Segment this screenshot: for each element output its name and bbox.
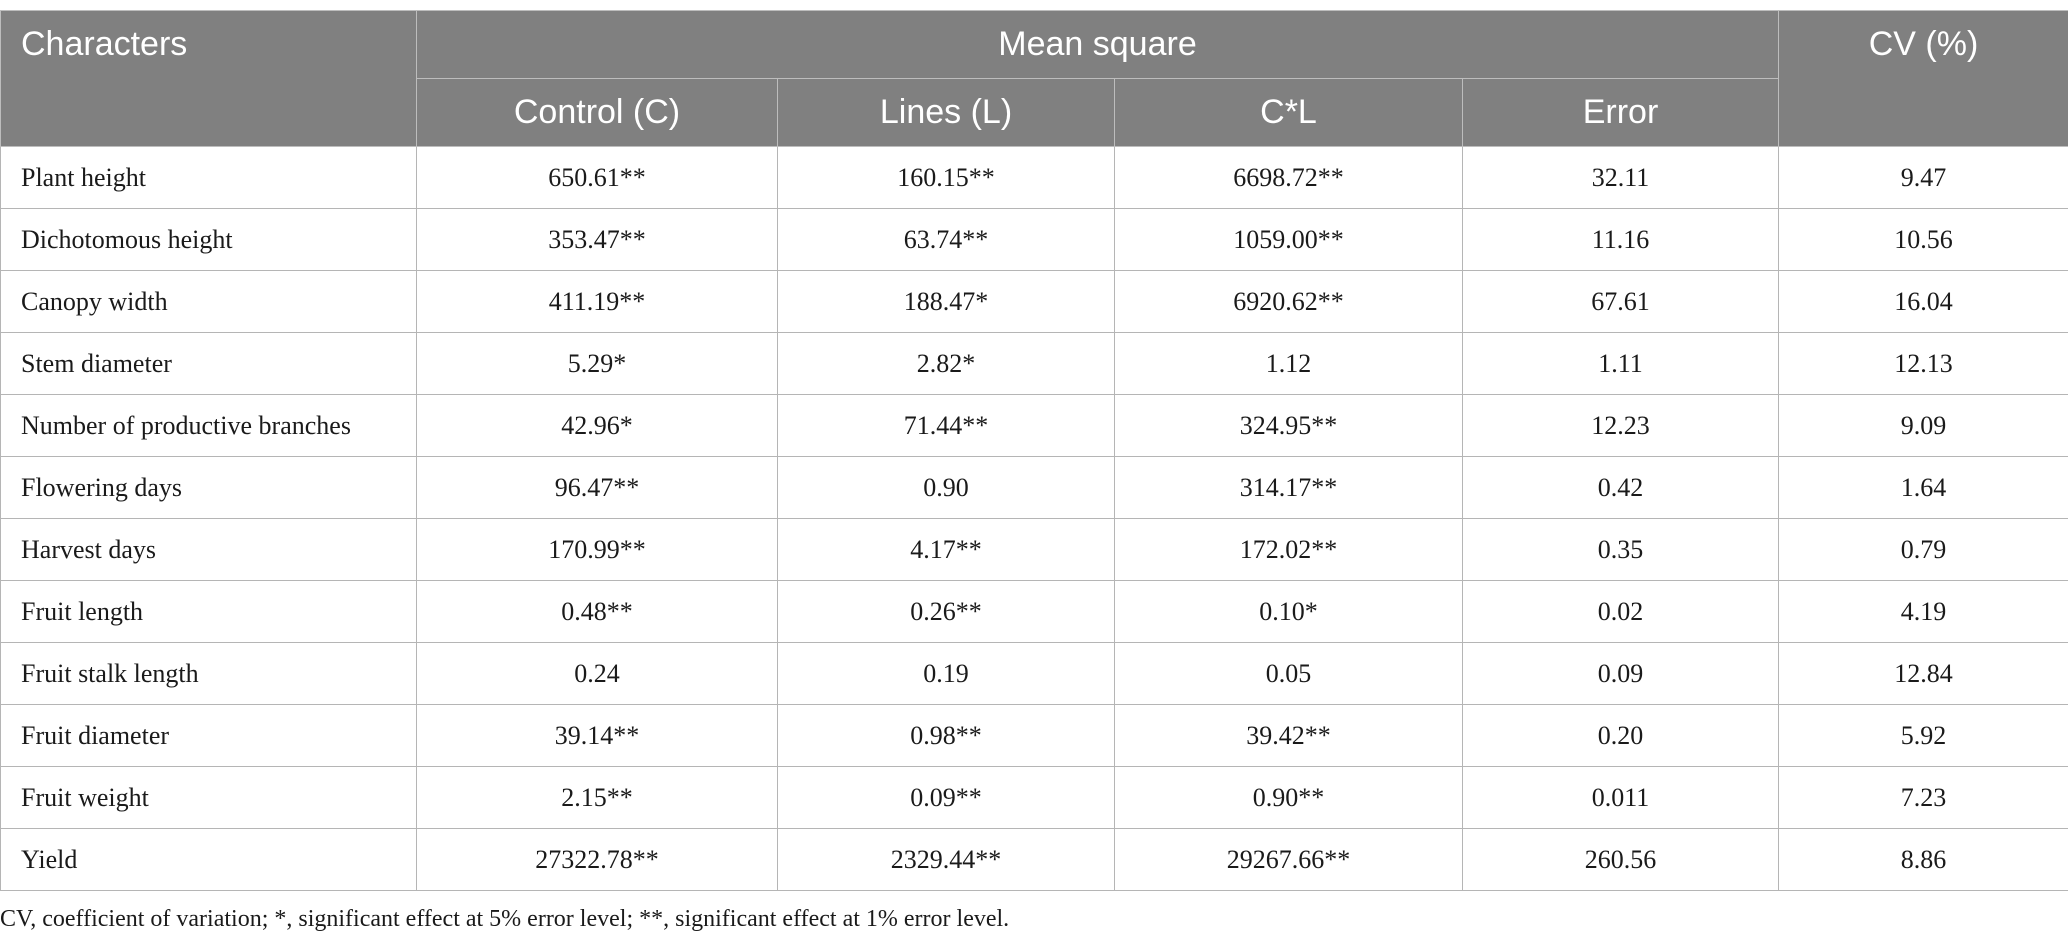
cell-cv: 8.86 — [1779, 829, 2068, 891]
row-label: Fruit diameter — [1, 705, 417, 767]
table-row — [1, 271, 2068, 333]
header-cv: CV (%) — [1779, 11, 2068, 147]
anova-table-container — [0, 10, 2068, 891]
cell-interaction: 324.95** — [1115, 395, 1463, 457]
row-label: Canopy width — [1, 271, 417, 333]
cell-control: 411.19** — [417, 271, 778, 333]
cell-error: 12.23 — [1463, 395, 1779, 457]
cell-interaction: 39.42** — [1115, 705, 1463, 767]
cell-lines: 188.47* — [778, 271, 1115, 333]
table-row — [1, 457, 2068, 519]
cell-control: 5.29* — [417, 333, 778, 395]
row-label: Fruit stalk length — [1, 643, 417, 705]
row-label: Fruit length — [1, 581, 417, 643]
header-control: Control (C) — [417, 79, 778, 147]
table-row — [1, 333, 2068, 395]
cell-interaction: 6698.72** — [1115, 147, 1463, 209]
table-row — [1, 209, 2068, 271]
header-characters: Characters — [1, 11, 417, 147]
cell-error: 0.20 — [1463, 705, 1779, 767]
row-label: Dichotomous height — [1, 209, 417, 271]
cell-cv: 9.09 — [1779, 395, 2068, 457]
cell-error: 0.09 — [1463, 643, 1779, 705]
cell-cv: 1.64 — [1779, 457, 2068, 519]
cell-interaction: 314.17** — [1115, 457, 1463, 519]
cell-control: 2.15** — [417, 767, 778, 829]
cell-lines: 0.19 — [778, 643, 1115, 705]
header-mean-square: Mean square — [417, 11, 1779, 79]
table-row — [1, 519, 2068, 581]
cell-error: 260.56 — [1463, 829, 1779, 891]
cell-control: 96.47** — [417, 457, 778, 519]
cell-control: 27322.78** — [417, 829, 778, 891]
cell-cv: 5.92 — [1779, 705, 2068, 767]
cell-control: 170.99** — [417, 519, 778, 581]
anova-table — [0, 10, 2068, 891]
cell-control: 0.48** — [417, 581, 778, 643]
table-row — [1, 767, 2068, 829]
cell-interaction: 172.02** — [1115, 519, 1463, 581]
table-body — [1, 147, 2068, 891]
cell-control: 353.47** — [417, 209, 778, 271]
table-row — [1, 395, 2068, 457]
header-error: Error — [1463, 79, 1779, 147]
cell-error: 11.16 — [1463, 209, 1779, 271]
table-footnote: CV, coefficient of variation; *, significant effect at 5% error level; **, significant effect at 1% error level. — [0, 906, 1010, 932]
cell-cv: 7.23 — [1779, 767, 2068, 829]
table-header — [1, 11, 2068, 147]
cell-error: 0.02 — [1463, 581, 1779, 643]
row-label: Stem diameter — [1, 333, 417, 395]
cell-cv: 4.19 — [1779, 581, 2068, 643]
cell-lines: 0.90 — [778, 457, 1115, 519]
cell-lines: 4.17** — [778, 519, 1115, 581]
cell-interaction: 6920.62** — [1115, 271, 1463, 333]
cell-lines: 2.82* — [778, 333, 1115, 395]
table-row — [1, 643, 2068, 705]
cell-cv: 9.47 — [1779, 147, 2068, 209]
cell-error: 67.61 — [1463, 271, 1779, 333]
cell-cv: 0.79 — [1779, 519, 2068, 581]
header-interaction: C*L — [1115, 79, 1463, 147]
cell-lines: 160.15** — [778, 147, 1115, 209]
header-lines: Lines (L) — [778, 79, 1115, 147]
cell-control: 42.96* — [417, 395, 778, 457]
cell-cv: 12.13 — [1779, 333, 2068, 395]
cell-cv: 16.04 — [1779, 271, 2068, 333]
cell-control: 650.61** — [417, 147, 778, 209]
cell-error: 0.35 — [1463, 519, 1779, 581]
cell-lines: 63.74** — [778, 209, 1115, 271]
cell-cv: 12.84 — [1779, 643, 2068, 705]
cell-lines: 71.44** — [778, 395, 1115, 457]
cell-interaction: 1059.00** — [1115, 209, 1463, 271]
cell-lines: 0.09** — [778, 767, 1115, 829]
row-label: Harvest days — [1, 519, 417, 581]
table-row — [1, 581, 2068, 643]
row-label: Flowering days — [1, 457, 417, 519]
cell-interaction: 0.90** — [1115, 767, 1463, 829]
cell-cv: 10.56 — [1779, 209, 2068, 271]
cell-interaction: 0.10* — [1115, 581, 1463, 643]
cell-error: 1.11 — [1463, 333, 1779, 395]
cell-lines: 0.26** — [778, 581, 1115, 643]
cell-error: 32.11 — [1463, 147, 1779, 209]
cell-interaction: 0.05 — [1115, 643, 1463, 705]
table-row — [1, 829, 2068, 891]
row-label: Yield — [1, 829, 417, 891]
cell-interaction: 29267.66** — [1115, 829, 1463, 891]
cell-interaction: 1.12 — [1115, 333, 1463, 395]
table-row — [1, 705, 2068, 767]
cell-control: 0.24 — [417, 643, 778, 705]
row-label: Fruit weight — [1, 767, 417, 829]
cell-lines: 2329.44** — [778, 829, 1115, 891]
cell-control: 39.14** — [417, 705, 778, 767]
row-label: Plant height — [1, 147, 417, 209]
cell-lines: 0.98** — [778, 705, 1115, 767]
table-row — [1, 147, 2068, 209]
row-label: Number of productive branches — [1, 395, 417, 457]
cell-error: 0.42 — [1463, 457, 1779, 519]
cell-error: 0.011 — [1463, 767, 1779, 829]
